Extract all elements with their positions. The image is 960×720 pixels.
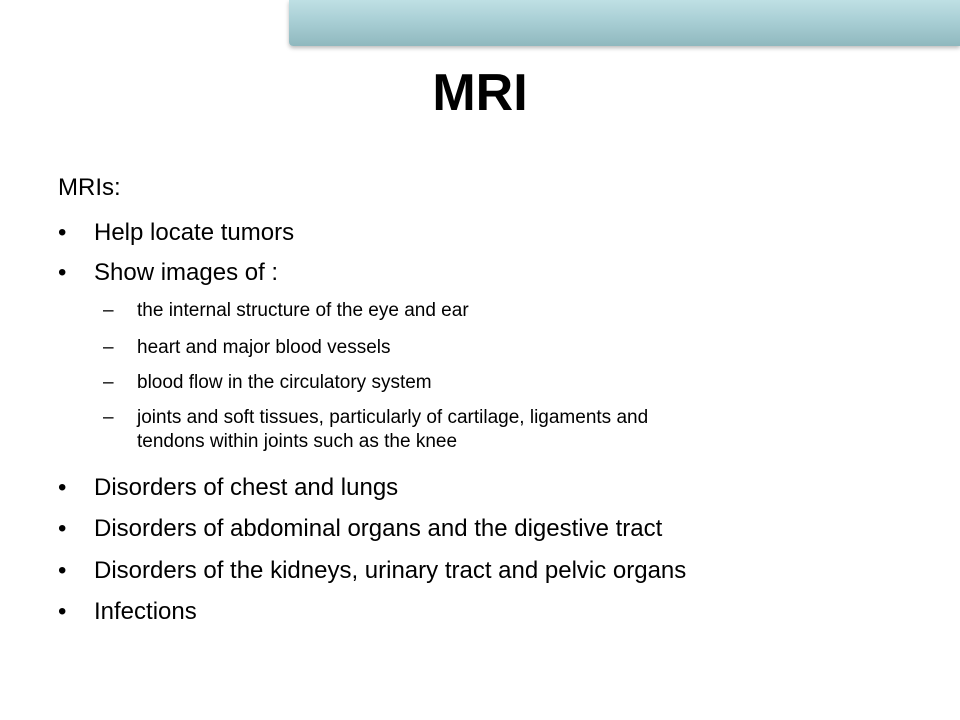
dash-glyph: – xyxy=(103,337,114,358)
slide-title: MRI xyxy=(432,64,528,122)
decorative-header-band xyxy=(289,0,960,46)
bullet-glyph: • xyxy=(58,259,67,286)
sub-item-text: joints and soft tissues, particularly of cartilage, ligaments and xyxy=(137,407,649,428)
bullet-text: Help locate tumors xyxy=(94,219,295,246)
sub-item-text-continuation: tendons within joints such as the knee xyxy=(137,431,458,452)
dash-glyph: – xyxy=(103,407,114,428)
bullet-glyph: • xyxy=(58,598,67,625)
bullet-glyph: • xyxy=(58,515,67,542)
bullet-text: Disorders of chest and lungs xyxy=(94,474,399,501)
bullet-text: Disorders of the kidneys, urinary tract and pelvic organs xyxy=(94,557,687,584)
bullet-text: Infections xyxy=(94,598,197,625)
bullet-text: Show images of : xyxy=(94,259,279,286)
dash-glyph: – xyxy=(103,372,114,393)
intro-text: MRIs: xyxy=(58,174,121,201)
sub-item-text: heart and major blood vessels xyxy=(137,337,391,358)
bullet-text: Disorders of abdominal organs and the digestive tract xyxy=(94,515,663,542)
sub-item-text: the internal structure of the eye and ear xyxy=(137,300,469,321)
bullet-glyph: • xyxy=(58,219,67,246)
dash-glyph: – xyxy=(103,300,114,321)
bullet-glyph: • xyxy=(58,474,67,501)
bullet-glyph: • xyxy=(58,557,67,584)
sub-item-text: blood flow in the circulatory system xyxy=(137,372,432,393)
